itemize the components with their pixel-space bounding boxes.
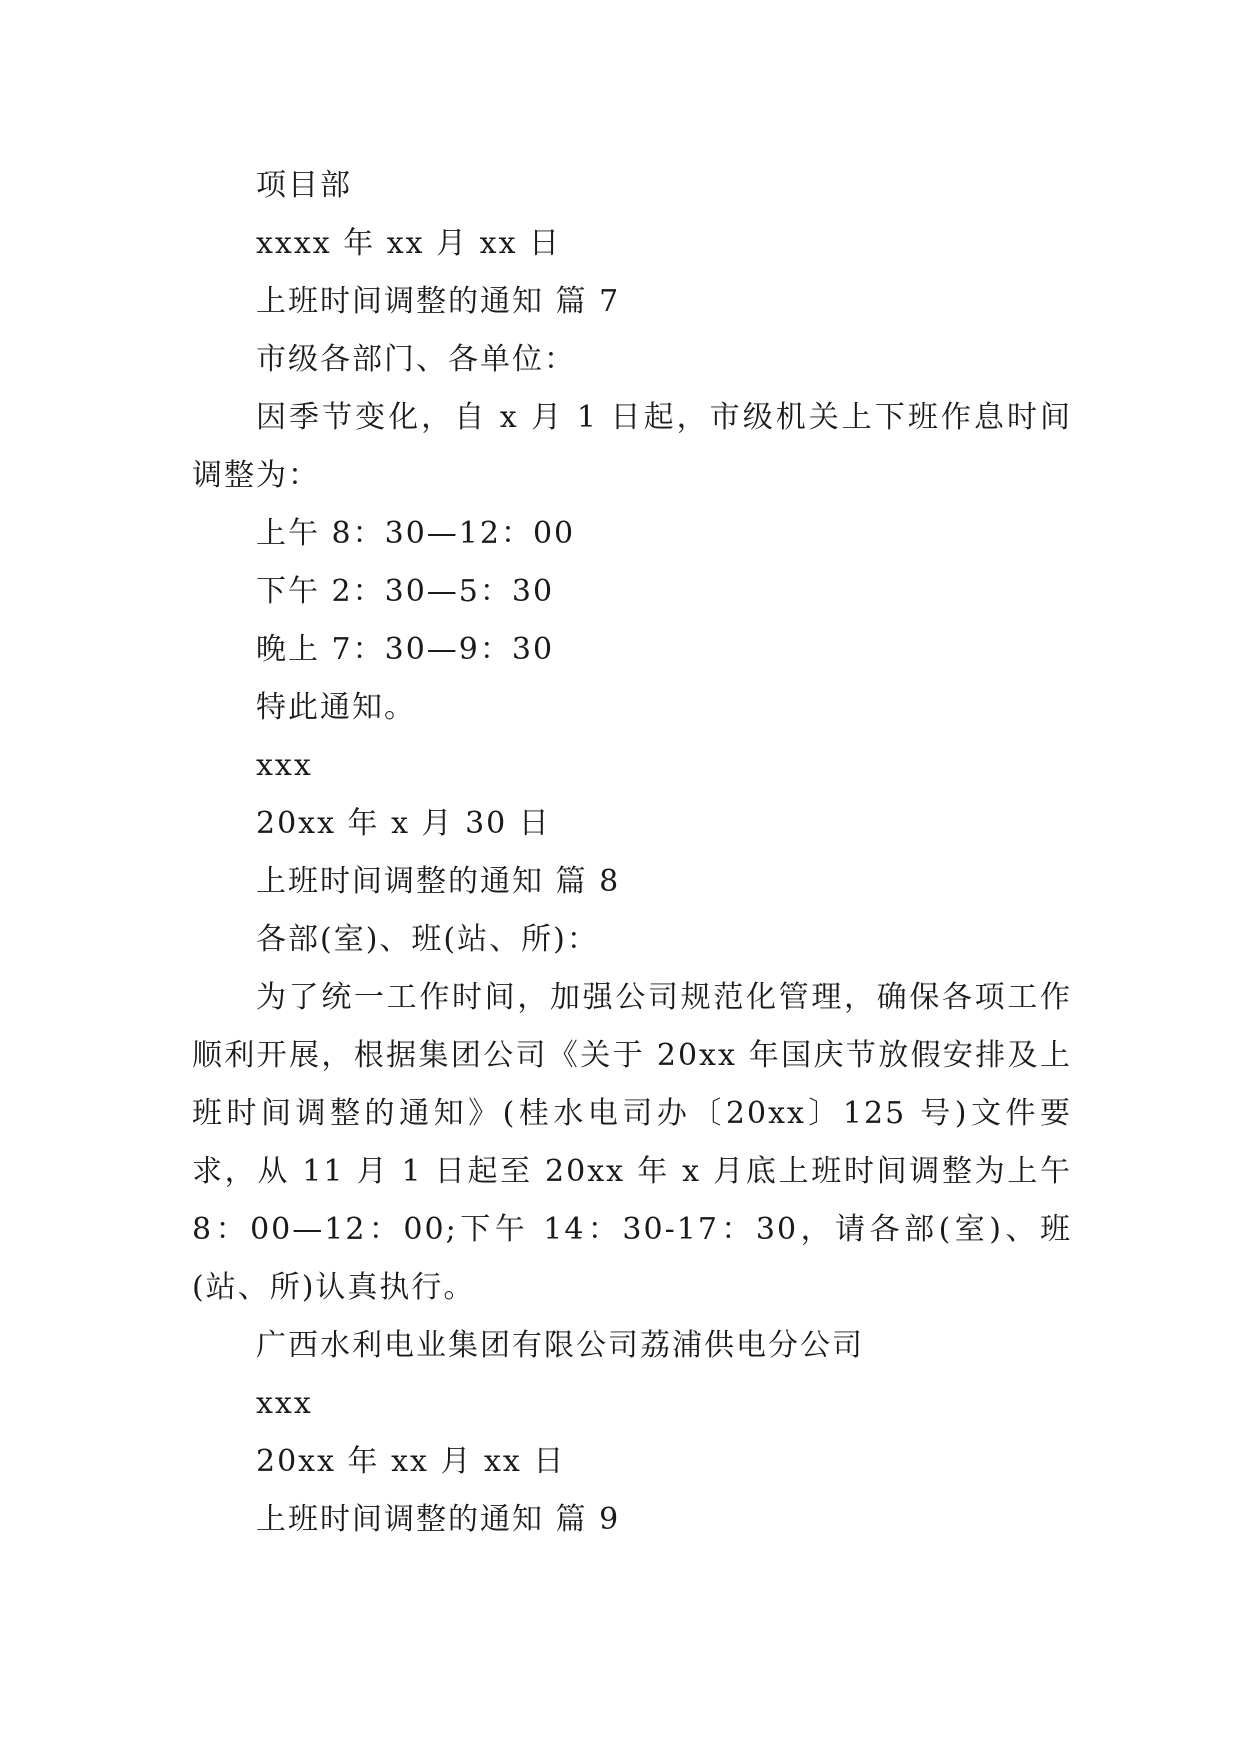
date-line: 20xx 年 x 月 30 日: [256, 806, 551, 841]
signature: xxx: [256, 1386, 313, 1421]
date-line: xxxx 年 xx 月 xx 日: [256, 226, 562, 261]
date-line: 20xx 年 xx 月 xx 日: [256, 1444, 566, 1479]
body-paragraph: 因季节变化，自 x 月 1 日起，市级机关上下班作息时间调整为：: [192, 400, 1072, 493]
section-heading-9: 上班时间调整的通知 篇 9: [256, 1502, 621, 1537]
salutation: 各部(室)、班(站、所)：: [256, 922, 599, 957]
department-signature: 项目部: [256, 168, 352, 203]
closing-notice: 特此通知。: [256, 690, 416, 725]
section-heading-7: 上班时间调整的通知 篇 7: [256, 284, 621, 319]
signature: xxx: [256, 748, 313, 783]
salutation: 市级各部门、各单位：: [256, 342, 576, 377]
schedule-evening: 晚上 7：30—9：30: [256, 632, 555, 667]
section-heading-8: 上班时间调整的通知 篇 8: [256, 864, 621, 899]
schedule-afternoon: 下午 2：30—5：30: [256, 574, 555, 609]
document-body: [192, 157, 1072, 1549]
body-paragraph: 为了统一工作时间，加强公司规范化管理，确保各项工作顺利开展，根据集团公司《关于 20xx 年国庆节放假安排及上班时间调整的通知》(桂水电司办〔20xx〕125 号)文件要求，从 11 月 1 日起至 20xx 年 x 月底上班时间调整为上午 8：00—12：00;下午 14：30-17：30，请各部(室)、班(站、所)认真执行。: [192, 980, 1072, 1305]
schedule-morning: 上午 8：30—12：00: [256, 516, 576, 551]
company-signature: 广西水利电业集团有限公司荔浦供电分公司: [256, 1328, 864, 1363]
